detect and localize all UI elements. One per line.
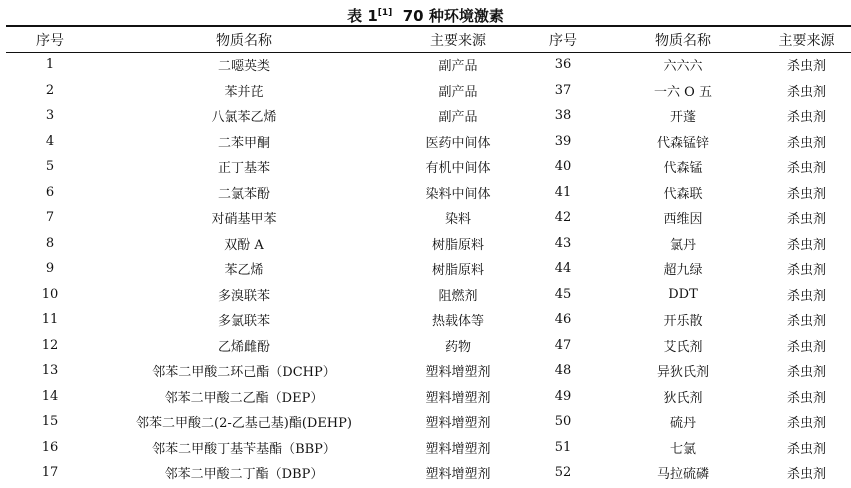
- cell-serial-left: 15: [41, 414, 59, 430]
- cell-source-left: 有机中间体: [425, 161, 491, 177]
- cell-source-left: 塑料增塑剂: [425, 441, 491, 457]
- cell-substance-left: 八氯苯乙烯: [211, 110, 277, 126]
- cell-substance-right: 超九绿: [663, 263, 703, 279]
- cell-substance-left: 邻苯二甲酸二(2-乙基己基)酯(DEHP): [136, 416, 352, 432]
- cell-serial-left: 13: [41, 363, 59, 379]
- substances-table: [6, 27, 851, 486]
- table-row: [6, 205, 851, 231]
- cell-source-left: 阻燃剂: [438, 288, 478, 304]
- cell-serial-left: 5: [45, 159, 55, 175]
- cell-source-right: 杀虫剂: [786, 135, 826, 151]
- header-substance-left: 物质名称: [216, 32, 272, 49]
- cell-serial-right: 48: [554, 363, 572, 379]
- header-serial-left: 序号: [36, 32, 64, 49]
- cell-substance-left: 双酚 A: [224, 237, 264, 253]
- cell-serial-right: 36: [554, 57, 572, 73]
- cell-serial-right: 37: [554, 82, 572, 98]
- cell-substance-right: 异狄氏剂: [656, 365, 709, 381]
- cell-serial-right: 46: [554, 312, 572, 328]
- table-row: [6, 103, 851, 129]
- cell-source-left: 药物: [444, 339, 471, 355]
- cell-source-left: 医药中间体: [425, 135, 491, 151]
- cell-substance-left: 乙烯雌酚: [217, 339, 270, 355]
- cell-substance-left: 二苯甲酮: [217, 135, 270, 151]
- table-header: [6, 27, 851, 52]
- cell-serial-left: 17: [41, 465, 59, 481]
- cell-substance-left: 二氯苯酚: [217, 186, 270, 202]
- table-body: [6, 52, 851, 486]
- header-serial-right: 序号: [549, 32, 577, 49]
- header-source-right: 主要来源: [778, 32, 835, 49]
- table-row: [6, 358, 851, 384]
- table-row: [6, 384, 851, 410]
- table-row: [6, 180, 851, 206]
- caption-title: 70 种环境激素: [402, 7, 504, 25]
- table-row: [6, 307, 851, 333]
- cell-source-right: 杀虫剂: [786, 365, 826, 381]
- cell-serial-left: 4: [45, 133, 55, 149]
- cell-source-right: 杀虫剂: [786, 212, 826, 228]
- cell-serial-right: 45: [554, 286, 572, 302]
- table-row: [6, 435, 851, 461]
- cell-substance-left: 邻苯二甲酸丁基苄基酯（BBP）: [152, 441, 336, 457]
- table-row: [6, 256, 851, 282]
- cell-substance-left: 苯并芘: [224, 84, 264, 100]
- cell-substance-left: 邻苯二甲酸二环己酯（DCHP）: [152, 365, 336, 381]
- cell-source-right: 杀虫剂: [786, 288, 826, 304]
- cell-substance-left: 对硝基甲苯: [211, 212, 277, 228]
- cell-substance-right: 狄氏剂: [663, 390, 703, 406]
- cell-substance-left: 正丁基苯: [217, 161, 270, 177]
- cell-source-left: 树脂原料: [431, 237, 484, 253]
- cell-serial-left: 2: [45, 82, 55, 98]
- table-row: [6, 409, 851, 435]
- table-row: [6, 460, 851, 486]
- cell-substance-right: DDT: [668, 286, 698, 302]
- cell-source-right: 杀虫剂: [786, 59, 826, 75]
- cell-substance-right: 六六六: [663, 59, 703, 75]
- cell-substance-left: 苯乙烯: [224, 263, 264, 279]
- cell-serial-left: 14: [41, 388, 59, 404]
- cell-substance-left: 多氯联苯: [217, 314, 270, 330]
- cell-substance-left: 二噁英类: [217, 59, 270, 75]
- cell-serial-left: 6: [45, 184, 55, 200]
- cell-source-left: 副产品: [438, 84, 478, 100]
- cell-substance-right: 一六 O 五: [654, 84, 712, 100]
- table-row: [6, 129, 851, 155]
- cell-serial-right: 39: [554, 133, 572, 149]
- cell-source-right: 杀虫剂: [786, 110, 826, 126]
- cell-substance-left: 邻苯二甲酸二丁酯（DBP）: [164, 467, 324, 483]
- cell-serial-left: 3: [45, 108, 55, 124]
- cell-source-left: 塑料增塑剂: [425, 390, 491, 406]
- cell-serial-right: 41: [554, 184, 572, 200]
- table-caption: [0, 2, 851, 24]
- table-row: [6, 78, 851, 104]
- cell-serial-right: 38: [554, 108, 572, 124]
- cell-serial-left: 7: [45, 210, 55, 226]
- cell-source-left: 染料中间体: [425, 186, 491, 202]
- cell-source-right: 杀虫剂: [786, 237, 826, 253]
- cell-source-right: 杀虫剂: [786, 186, 826, 202]
- cell-serial-right: 50: [554, 414, 572, 430]
- cell-source-left: 塑料增塑剂: [425, 416, 491, 432]
- cell-substance-right: 七氯: [669, 441, 696, 457]
- cell-serial-left: 16: [41, 439, 59, 455]
- cell-source-left: 树脂原料: [431, 263, 484, 279]
- cell-source-right: 杀虫剂: [786, 339, 826, 355]
- cell-serial-left: 12: [41, 337, 59, 353]
- cell-serial-right: 40: [554, 159, 572, 175]
- cell-substance-right: 硫丹: [669, 416, 696, 432]
- table-row: [6, 52, 851, 78]
- cell-substance-right: 开蓬: [669, 110, 696, 126]
- cell-serial-right: 42: [554, 210, 572, 226]
- caption-reference: [1]: [377, 8, 393, 18]
- cell-serial-right: 44: [554, 261, 572, 277]
- cell-source-left: 副产品: [438, 59, 478, 75]
- cell-substance-left: 多溴联苯: [217, 288, 270, 304]
- caption-prefix: 表 1: [347, 7, 378, 25]
- cell-source-left: 热载体等: [431, 314, 484, 330]
- cell-source-left: 副产品: [438, 110, 478, 126]
- cell-source-right: 杀虫剂: [786, 467, 826, 483]
- cell-serial-right: 51: [554, 439, 572, 455]
- cell-serial-left: 11: [41, 312, 59, 328]
- cell-source-right: 杀虫剂: [786, 441, 826, 457]
- cell-substance-right: 代森锰: [663, 161, 703, 177]
- cell-source-left: 塑料增塑剂: [425, 365, 491, 381]
- table-row: [6, 231, 851, 257]
- cell-source-right: 杀虫剂: [786, 84, 826, 100]
- cell-serial-right: 47: [554, 337, 572, 353]
- cell-source-right: 杀虫剂: [786, 161, 826, 177]
- cell-source-left: 塑料增塑剂: [425, 467, 491, 483]
- cell-serial-right: 52: [554, 465, 572, 481]
- cell-serial-left: 1: [45, 57, 55, 73]
- cell-substance-right: 代森联: [663, 186, 703, 202]
- cell-substance-left: 邻苯二甲酸二乙酯（DEP）: [164, 390, 324, 406]
- cell-source-right: 杀虫剂: [786, 390, 826, 406]
- cell-substance-right: 艾氏剂: [663, 339, 703, 355]
- header-source-left: 主要来源: [430, 32, 486, 49]
- table-row: [6, 282, 851, 308]
- cell-substance-right: 马拉硫磷: [656, 467, 709, 483]
- cell-substance-right: 代森锰锌: [656, 135, 709, 151]
- cell-substance-right: 开乐散: [663, 314, 703, 330]
- cell-source-right: 杀虫剂: [786, 314, 826, 330]
- cell-source-left: 染料: [444, 212, 471, 228]
- cell-serial-right: 43: [554, 235, 572, 251]
- cell-substance-right: 氯丹: [669, 237, 696, 253]
- cell-serial-left: 9: [45, 261, 55, 277]
- cell-serial-left: 8: [45, 235, 55, 251]
- cell-source-right: 杀虫剂: [786, 416, 826, 432]
- cell-source-right: 杀虫剂: [786, 263, 826, 279]
- cell-serial-right: 49: [554, 388, 572, 404]
- table-row: [6, 154, 851, 180]
- table-row: [6, 333, 851, 359]
- cell-serial-left: 10: [41, 286, 59, 302]
- cell-substance-right: 西维因: [663, 212, 703, 228]
- header-substance-right: 物质名称: [655, 32, 711, 49]
- header-row: [6, 27, 851, 52]
